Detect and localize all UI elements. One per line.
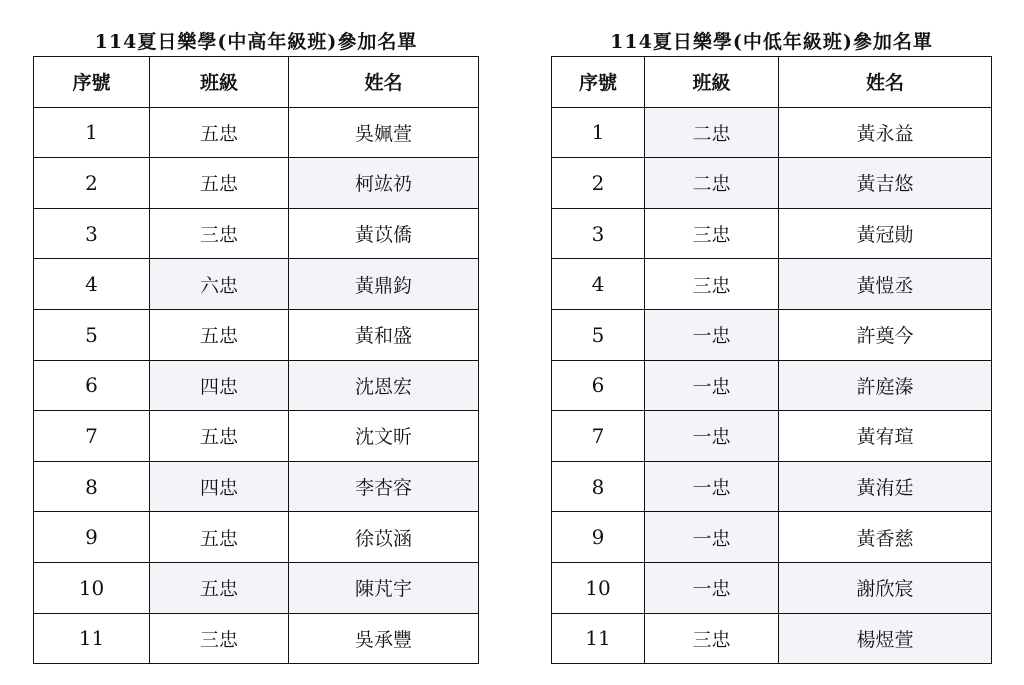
row-student-name: 沈文昕 bbox=[289, 411, 479, 462]
row-student-name: 黃苡僑 bbox=[289, 208, 479, 259]
row-class: 三忠 bbox=[645, 208, 779, 259]
table-row bbox=[34, 208, 479, 259]
upper-grade-roster bbox=[33, 28, 479, 664]
upper-grade-title: 114夏日樂學(中高年級班)參加名單 bbox=[94, 31, 418, 53]
row-class: 五忠 bbox=[150, 411, 289, 462]
row-number: 6 bbox=[552, 360, 645, 411]
table-row bbox=[34, 613, 479, 664]
table-row bbox=[34, 562, 479, 613]
row-class: 一忠 bbox=[645, 562, 779, 613]
header-number: 序號 bbox=[34, 57, 150, 108]
row-student-name: 陳芃宇 bbox=[289, 562, 479, 613]
row-class: 一忠 bbox=[645, 411, 779, 462]
row-class: 一忠 bbox=[645, 309, 779, 360]
row-class: 四忠 bbox=[150, 360, 289, 411]
row-class: 三忠 bbox=[645, 613, 779, 664]
row-class: 一忠 bbox=[645, 512, 779, 563]
table-row bbox=[34, 512, 479, 563]
row-class: 五忠 bbox=[150, 309, 289, 360]
row-student-name: 謝欣宸 bbox=[779, 562, 992, 613]
row-number: 3 bbox=[34, 208, 150, 259]
row-number: 9 bbox=[552, 512, 645, 563]
row-class: 三忠 bbox=[150, 208, 289, 259]
row-number: 11 bbox=[552, 613, 645, 664]
row-student-name: 李杏容 bbox=[289, 461, 479, 512]
header-number: 序號 bbox=[552, 57, 645, 108]
row-number: 2 bbox=[34, 158, 150, 209]
row-number: 4 bbox=[552, 259, 645, 310]
table-row bbox=[552, 512, 992, 563]
table-header-row bbox=[552, 57, 992, 108]
lower-grade-roster bbox=[551, 28, 992, 664]
row-class: 四忠 bbox=[150, 461, 289, 512]
row-number: 11 bbox=[34, 613, 150, 664]
row-number: 1 bbox=[552, 107, 645, 158]
row-student-name: 沈恩宏 bbox=[289, 360, 479, 411]
row-student-name: 吳承豐 bbox=[289, 613, 479, 664]
table-row bbox=[34, 411, 479, 462]
row-student-name: 黃冠勛 bbox=[779, 208, 992, 259]
row-class: 二忠 bbox=[645, 107, 779, 158]
table-row bbox=[552, 158, 992, 209]
table-row bbox=[552, 107, 992, 158]
row-class: 三忠 bbox=[150, 613, 289, 664]
row-student-name: 黃洧廷 bbox=[779, 461, 992, 512]
table-row bbox=[552, 411, 992, 462]
row-class: 五忠 bbox=[150, 158, 289, 209]
table-row bbox=[552, 259, 992, 310]
row-class: 五忠 bbox=[150, 562, 289, 613]
table-header-row bbox=[34, 57, 479, 108]
row-class: 五忠 bbox=[150, 107, 289, 158]
row-number: 9 bbox=[34, 512, 150, 563]
row-number: 8 bbox=[34, 461, 150, 512]
table-row bbox=[34, 259, 479, 310]
row-student-name: 黃宥瑄 bbox=[779, 411, 992, 462]
row-student-name: 許奠今 bbox=[779, 309, 992, 360]
header-class: 班級 bbox=[645, 57, 779, 108]
row-number: 5 bbox=[34, 309, 150, 360]
row-number: 2 bbox=[552, 158, 645, 209]
row-student-name: 柯竑礽 bbox=[289, 158, 479, 209]
row-number: 6 bbox=[34, 360, 150, 411]
table-row bbox=[34, 107, 479, 158]
row-number: 7 bbox=[34, 411, 150, 462]
row-number: 1 bbox=[34, 107, 150, 158]
header-name: 姓名 bbox=[289, 57, 479, 108]
lower-grade-title: 114夏日樂學(中低年級班)參加名單 bbox=[610, 31, 933, 53]
row-number: 7 bbox=[552, 411, 645, 462]
row-number: 8 bbox=[552, 461, 645, 512]
header-class: 班級 bbox=[150, 57, 289, 108]
row-number: 5 bbox=[552, 309, 645, 360]
upper-grade-table bbox=[33, 56, 479, 664]
row-class: 六忠 bbox=[150, 259, 289, 310]
row-student-name: 黃香慈 bbox=[779, 512, 992, 563]
row-student-name: 黃吉悠 bbox=[779, 158, 992, 209]
table-row bbox=[552, 562, 992, 613]
row-class: 三忠 bbox=[645, 259, 779, 310]
header-name: 姓名 bbox=[779, 57, 992, 108]
table-row bbox=[34, 360, 479, 411]
lower-grade-rows bbox=[552, 107, 992, 664]
table-row bbox=[552, 208, 992, 259]
row-student-name: 楊煜萱 bbox=[779, 613, 992, 664]
row-class: 一忠 bbox=[645, 461, 779, 512]
row-class: 一忠 bbox=[645, 360, 779, 411]
row-number: 10 bbox=[552, 562, 645, 613]
row-student-name: 黃鼎鈞 bbox=[289, 259, 479, 310]
table-row bbox=[34, 158, 479, 209]
table-row bbox=[552, 309, 992, 360]
row-number: 10 bbox=[34, 562, 150, 613]
row-number: 4 bbox=[34, 259, 150, 310]
table-row bbox=[552, 360, 992, 411]
upper-grade-rows bbox=[34, 107, 479, 664]
row-student-name: 許庭溱 bbox=[779, 360, 992, 411]
lower-grade-table bbox=[551, 56, 992, 664]
table-row bbox=[552, 461, 992, 512]
table-row bbox=[34, 461, 479, 512]
table-row bbox=[552, 613, 992, 664]
row-student-name: 黃愷丞 bbox=[779, 259, 992, 310]
row-student-name: 黃和盛 bbox=[289, 309, 479, 360]
row-student-name: 黃永益 bbox=[779, 107, 992, 158]
table-row bbox=[34, 309, 479, 360]
row-number: 3 bbox=[552, 208, 645, 259]
row-class: 五忠 bbox=[150, 512, 289, 563]
row-class: 二忠 bbox=[645, 158, 779, 209]
row-student-name: 徐苡涵 bbox=[289, 512, 479, 563]
row-student-name: 吳姵萱 bbox=[289, 107, 479, 158]
